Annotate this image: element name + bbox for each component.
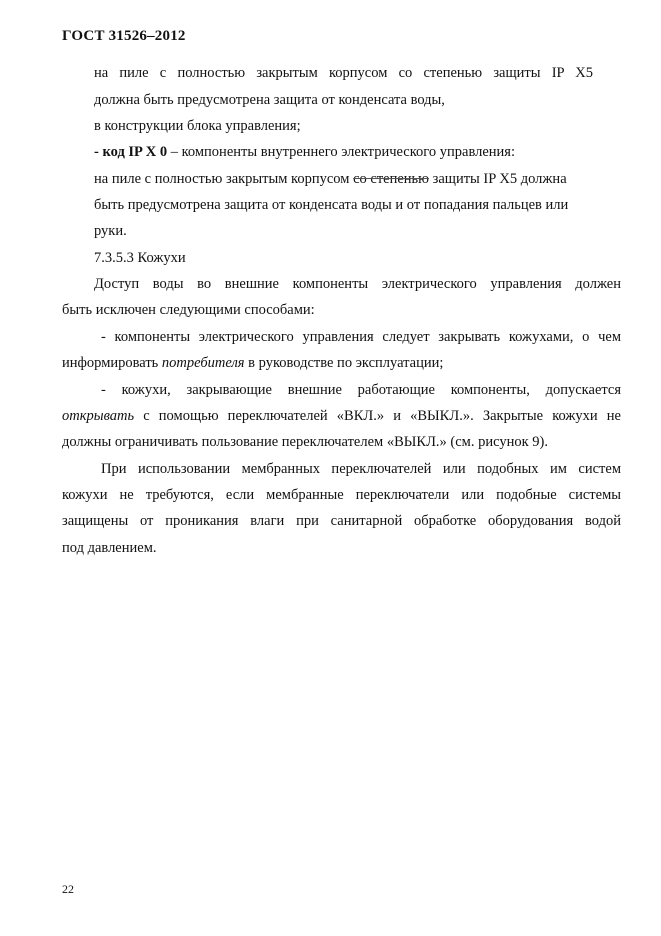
- text-line: кожухи не требуются, если мембранные переключатели или подобные системы: [62, 487, 621, 503]
- text-line: [94, 170, 567, 188]
- text-line: - кожухи, закрывающие внешние работающие компоненты, допускается: [101, 382, 621, 398]
- text-fragment: в руководстве по эксплуатации;: [244, 355, 444, 371]
- italic-term: потребителя: [161, 355, 245, 371]
- text-line: руки.: [94, 223, 127, 239]
- text-fragment: с помощью переключателей «ВКЛ.» и «ВЫКЛ.». Закрытые кожухи не: [134, 408, 621, 424]
- section-heading: 7.3.5.3 Кожухи: [94, 250, 186, 266]
- text-line: должна быть предусмотрена защита от конденсата воды,: [94, 92, 445, 108]
- text-fragment: защиты IP X5 должна: [429, 171, 567, 187]
- text-line: в конструкции блока управления;: [94, 118, 301, 134]
- text-line: быть предусмотрена защита от конденсата воды и от попадания пальцев или: [94, 197, 569, 213]
- text-line: При использовании мембранных переключателей или подобных им систем: [101, 461, 621, 477]
- text-line: защищены от проникания влаги при санитарной обработке оборудования водой: [62, 513, 621, 529]
- text-fragment: – компоненты внутреннего электрического управления:: [167, 144, 515, 160]
- text-line: должны ограничивать пользование переключателем «ВЫКЛ.» (см. рисунок 9).: [62, 434, 548, 450]
- text-line: - компоненты электрического управления следует закрывать кожухами, о чем: [101, 329, 621, 345]
- text-line: Доступ воды во внешние компоненты электрического управления должен: [94, 276, 621, 292]
- struck-text: со степенью: [353, 171, 429, 187]
- text-line: под давлением.: [62, 540, 157, 556]
- text-line: [62, 407, 621, 425]
- text-line: [94, 143, 515, 161]
- text-fragment: информировать: [62, 355, 162, 371]
- text-line: быть исключен следующими способами:: [62, 302, 315, 318]
- text-line: [62, 354, 443, 372]
- italic-term: открывать: [62, 408, 135, 424]
- code-label: - код IP X 0: [94, 144, 168, 160]
- page-title: ГОСТ 31526–2012: [62, 28, 186, 44]
- text-line: на пиле с полностью закрытым корпусом со степенью защиты IP X5: [94, 65, 593, 81]
- text-fragment: на пиле с полностью закрытым корпусом: [94, 171, 354, 187]
- page-number: 22: [62, 882, 74, 896]
